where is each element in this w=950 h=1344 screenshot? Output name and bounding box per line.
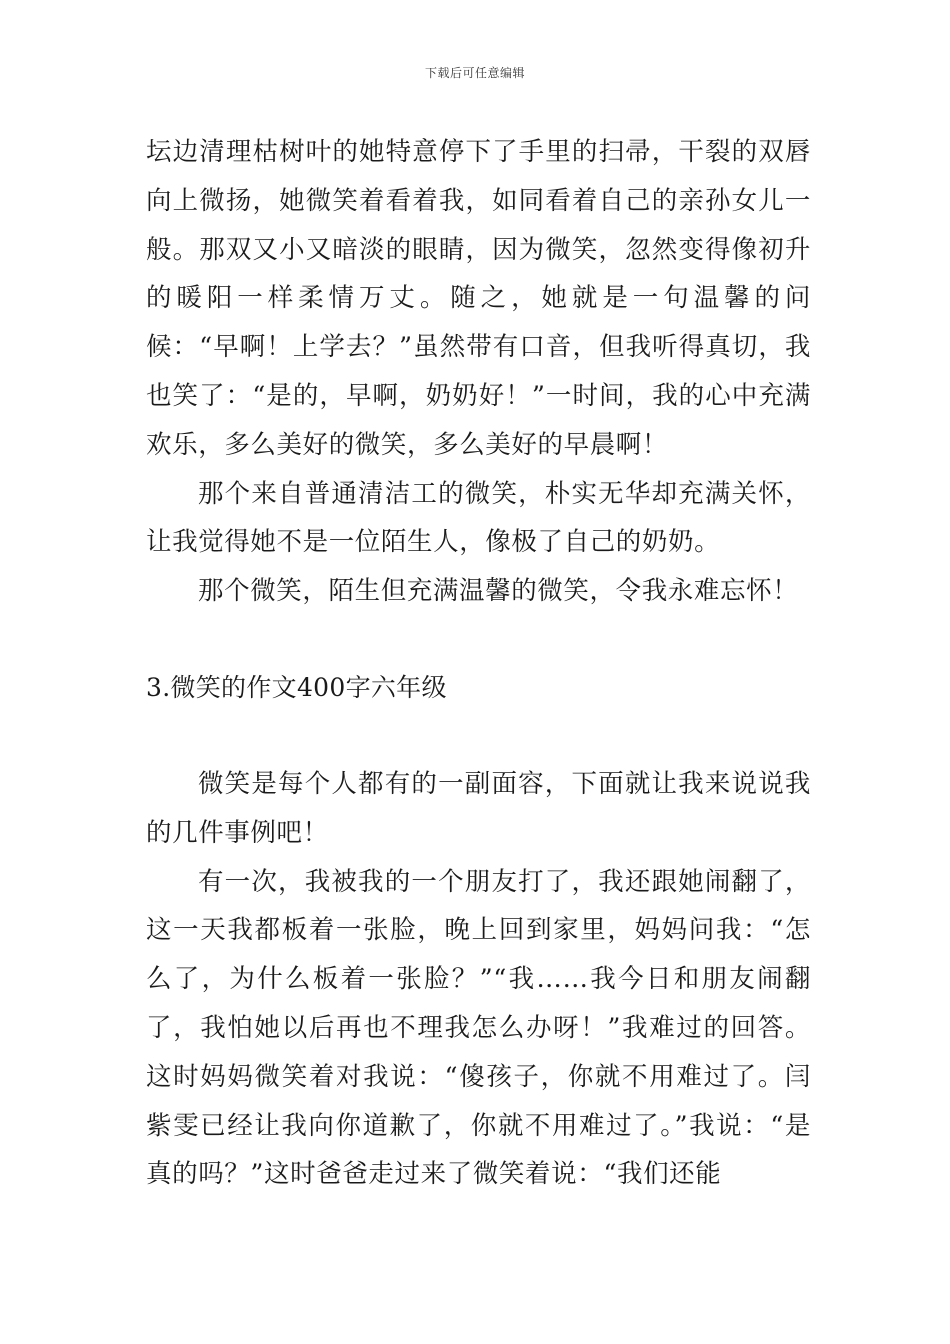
paragraph: 有一次，我被我的一个朋友打了，我还跟她闹翻了，这一天我都板着一张脸，晚上回到家里，妈妈问我：“怎么了，为什么板着一张脸？”“我……我今日和朋友闹翻了，我怕她以后再也不理我怎么办呀！”我难过的回答。这时妈妈微笑着对我说：“傻孩子，你就不用难过了。闫紫雯已经让我向你道歉了，你就不用难过了。”我说：“是真的吗？”这时爸爸走过来了微笑着说：“我们还能 [146, 866, 811, 1190]
paragraph: 那个微笑，陌生但充满温馨的微笑，令我永难忘怀！ [198, 576, 799, 607]
paragraph-continued: 坛边清理枯树叶的她特意停下了手里的扫帚，干裂的双唇向上微扬，她微笑着看着我，如同看着自己的亲孙女儿一般。那双又小又暗淡的眼睛，因为微笑，忽然变得像初升的暖阳一样柔情万丈。随之，她就是一句温馨的问候：“早啊！上学去？”虽然带有口音，但我听得真切，我也笑了：“是的，早啊，奶奶好！”一时间，我的心中充满欢乐，多么美好的微笑，多么美好的早晨啊！ [146, 137, 811, 460]
document-body [146, 128, 811, 1199]
page-header: 下载后可任意编辑 [424, 66, 525, 80]
paragraph: 那个来自普通清洁工的微笑，朴实无华却充满关怀，让我觉得她不是一位陌生人，像极了自己的奶奶。 [146, 478, 811, 558]
section-heading: 3.微笑的作文400字六年级 [146, 672, 447, 702]
paragraph: 微笑是每个人都有的一副面容，下面就让我来说说我的几件事例吧！ [146, 768, 811, 848]
